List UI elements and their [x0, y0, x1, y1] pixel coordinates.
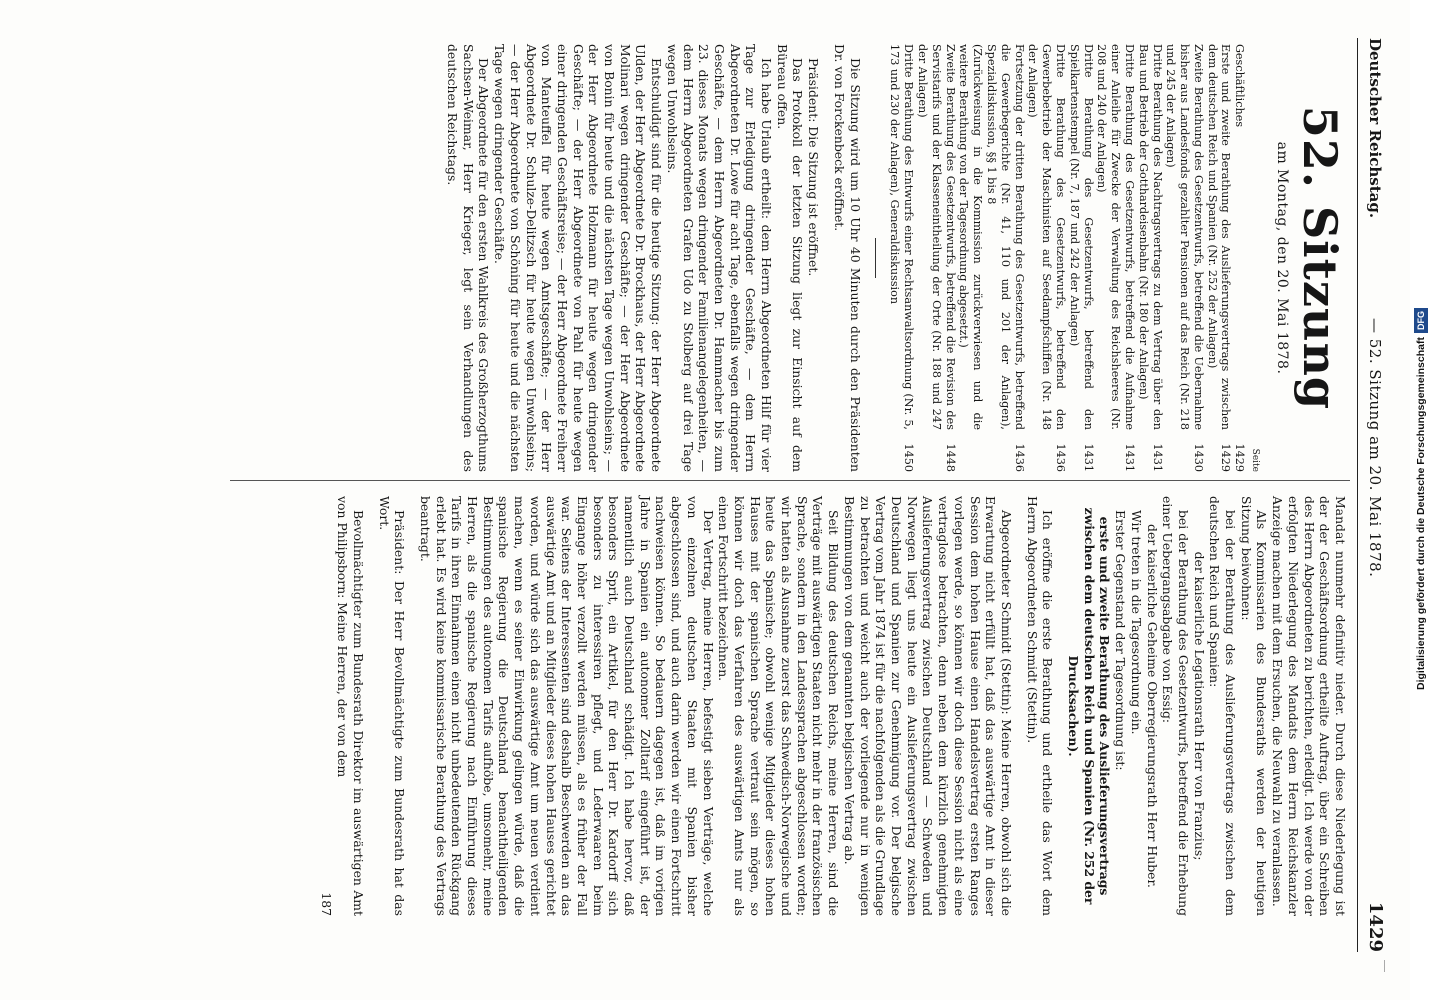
running-header [1356, 38, 1396, 952]
commissioners-item: bei der Berathung des Auslieferungsvertrags zwischen dem deutschen Reich und Spanien: [1207, 496, 1239, 916]
table-of-contents [888, 44, 1247, 472]
toc-row [888, 44, 916, 472]
toc-page [957, 430, 985, 472]
session-title: 52. Sitzung [1293, 105, 1347, 411]
toc-page: 1431 [1150, 443, 1164, 472]
digitization-strip [1410, 0, 1432, 1000]
session-date: am Montag, den 20. Mai 1878. [1274, 141, 1290, 375]
signature-mark: 187 [319, 892, 335, 916]
toc-row [1205, 44, 1233, 472]
toc-seite-label: Seite [1250, 448, 1260, 472]
toc-row [1026, 44, 1067, 472]
dfg-logo: DFG [1414, 308, 1428, 333]
toc-row [1136, 44, 1164, 472]
toc-row [915, 44, 956, 472]
president-statement: Präsident: Der Herr Bevollmächtigte zum Bundesrath hat das Wort. [376, 496, 408, 916]
toc-text: Dritte Berathung des Entwurfs einer Rechtsanwaltsordnung (Nr. 5, 173 und 230 der Anlagen), Generaldiskussion [888, 44, 916, 430]
commissioners-item: bei der Berathung des Gesetzentwurfs, betreffend die Erhebung einer Uebergangsabgabe von Essig: [1160, 496, 1191, 916]
excused-paragraph: Entschuldigt sind für die heutige Sitzung: der Herr Abgeordnete Ulden, der Herr Abgeordnete Dr. Brockhaus, der Herr Abgeordnete Molinari wegen dringender Geschäfte; — der Herr Abgeordnete von Bonin für heute und die nächsten Tage wegen Unwohlseins; — der Herr Abgeordnete Holzmann für heute wegen dringender Geschäfte; — der Herr Abgeordnete von Pahl für heute wegen einer dringenden Geschäftsreise; — der Herr Abgeordnete Freiherr von Manteuffel für heute wegen Amtsgeschäfte; — der Herr Abgeordnete Dr. Schulze-Delitzsch für heute wegen Unwohlseins; — der Herr Abgeordnete von Schöning für heute und die nächsten Tage wegen dringender Geschäfte. [492, 44, 665, 472]
header-left: Deutscher Reichstag. [1366, 38, 1384, 219]
toc-text: Zweite Berathung des Gesetzentwurfs, betreffend die Uebernahme bisher aus Landesfonds gezahlter Pensionen auf das Reich (Nr. 218 und 245 der Anlagen) [1164, 44, 1205, 430]
toc-page: 1436 [1012, 443, 1026, 472]
digitization-text: Digitalisierung gefördert durch die Deutsche Forschungsgemeinschaft [1415, 337, 1427, 690]
speech-schmidt-cont: Der Vertrag, meine Herren, befestigt sieben Verträge, welche von einzelnen deutschen Staaten mit Spanien bisher abgeschlossen sind, und auch darin werden wir einen Fortschritt nachweisen können. So bedauern dagegen ist, daß im vorigen Jahre in Spanien ein autonomer Zolltarif eingeführt ist, der namentlich auch Deutschland schädigt. Ich habe hervor, daß besonders Sprit, ein Artikel, für den Herr Dr. Kardorff sich besonders zu interessiren pflegt, und Lederwaaren beim Eingange höher verzollt werden müssen, als es früher der Fall war. Seitens der Interessenten sind deshalb Beschwerden an das auswärtige Amt und an Mitglieder dieses hohen Hauses gerichtet worden, und würde sich das auswärtige Amt um neuen verdient machen, wenn es seiner Einwirkung gelingen würde, daß die spanische Regierung die Deutschland benachtheiligenden Bestimmungen des autonomen Tarifs aufhöbe, umsomehr, meine Herren, als die spanische Regierung nach Einführung dieses Tarifs in ihren Einnahmen einen nicht unbedeutenden Rückgang erlebt hat. Es wird keine kommissarische Berathung des Vertrags beantragt. [417, 496, 716, 916]
agenda-first-item: Erster Gegenstand der Tagesordnung ist: [1113, 510, 1129, 771]
page-number: 1429 [1365, 901, 1386, 952]
scan-mark [1384, 960, 1391, 972]
agenda-item-title: erste und zweite Berathung des Auslieferungsvertrags zwischen dem deutschen Reich und Spanien (Nr. 252 der Drucksachen). [1066, 507, 1113, 905]
toc-page: 1430 [1191, 443, 1205, 472]
speech-schmidt-cont: Seit Bildung des deutschen Reichs, meine Herren, sind die Verträge mit auswärtigen Staaten nicht mehr in der französischen Sprache, sondern in den Landessprachen abgeschlossen worden; wir hatten als Ausnahme zuerst das Schwedisch-Norwegische und heute das Spanische; obwohl wenige Mitglieder dieses hohen Hauses mit der spanischen Sprache vertraut sein mögen, so können wir doch das Verfahren des auswärtigen Amts nur als einen Fortschritt bezeichnen. [716, 496, 842, 916]
toc-text: Dritte Berathung des Gesetzentwurfs, betreffend die Aufnahme einer Anleihe für Zwecke der Verwaltung des Reichsheeres (Nr. 208 und 240 der Anlagen) [1095, 44, 1136, 430]
toc-page: 1436 [1053, 443, 1067, 472]
toc-row [1233, 44, 1247, 472]
mandate-continuation: Mandat nunmehr definitiv nieder. Durch diese Niederlegung ist der der Geschäftsordnung ertheilte Auftrag, über ein Schreiben des Herrn Abgeordneten zu berichten, erledigt. Ich werde von der erfolgten Niederlegung des Mandats dem Herrn Reichskanzler Anzeige machen mit dem Ersuchen, die Neuwahl zu veranlassen. [1270, 496, 1348, 916]
toc-row [1095, 44, 1136, 472]
session-title-block [1272, 44, 1348, 472]
section-divider [875, 238, 876, 278]
toc-page: 1429 [1219, 443, 1233, 472]
speech-philipsborn: Bevollmächtigter zum Bundesrath Direktor im auswärtigen Amt von Philipsborn: Meine Herren, der von dem [335, 496, 366, 916]
protocol-paragraph: Das Protokoll der letzten Sitzung liegt zur Einsicht auf dem Büreau offen. [774, 44, 806, 472]
header-center: — 52. Sitzung am 20. Mai 1878. [1366, 318, 1384, 578]
commissioners-intro: Als Kommissarien des Bundesraths werden der heutigen Sitzung beiwohnen: [1238, 496, 1270, 916]
toc-text: Fortsetzung der dritten Berathung des Gesetzentwurfs, betreffend die Gewerbegerichte (Nr. 41, 110 und 201 der Anlagen), Spezialdiskussion, §§ 1 bis 8 [984, 44, 1026, 430]
commissioner-name: der kaiserliche Geheime Oberregierungsrath Herr Huber. [1144, 524, 1160, 888]
toc-text: Erste und zweite Berathung des Auslieferungsvertrags zwischen dem deutschen Reich und Spanien (Nr. 252 der Anlagen) [1205, 44, 1233, 430]
toc-row [957, 44, 985, 472]
mandate-paragraph: Der Abgeordnete für den ersten Wahlkreis des Großherzogthums Sachsen-Weimar, Herr Krieger, legt sein Verhandlungen des deutschen Reichstags. [445, 44, 492, 472]
toc-row [1067, 44, 1095, 472]
right-column [319, 496, 1348, 916]
opening-paragraph: Die Sitzung wird um 10 Uhr 40 Minuten durch den Präsidenten Dr. von Forckenbeck eröffnet. [831, 44, 863, 472]
debate-opening: Ich eröffne die erste Berathung und ertheile das Wort dem Herrn Abgeordneten Schmidt (Stettin). [1024, 496, 1056, 916]
toc-text: Dritte Berathung des Nachtragsvertrags zu dem Vertrag über den Bau und Betrieb der Gotthardeisenbahn (Nr. 180 der Anlagen) [1136, 44, 1164, 430]
header-rule [1357, 38, 1358, 952]
toc-text: (Zurückweisung in die Kommission zurückverwiesen und die weitere Berathung von der Tagesordnung abgesetzt.) [957, 44, 985, 430]
leave-paragraph: Ich habe Urlaub ertheilt: dem Herrn Abgeordneten Hilf für vier Tage zur Erledigung dringender Geschäfte, — dem Herrn Abgeordneten Dr. Lowe für acht Tage, ebenfalls wegen dringender Geschäfte, — dem Herrn Abgeordneten Dr. Hammacher bis zum 23. dieses Monats wegen dringender Familienangelegenheiten, — dem Herrn Abgeordneten Grafen Udo zu Stolberg auf drei Tage wegen Unwohlseins. [664, 44, 775, 472]
digitization-note [1414, 0, 1432, 690]
speech-schmidt: Abgeordneter Schmidt (Stettin): Meine Herren, obwohl sich die Erwartung nicht erfüllt hat, daß das auswärtige Amt in dieser Session dem hohen Hause einen Handelsvertrag ersten Ranges vorlegen werde, so können wir doch diese Session nicht als eine vertraglose betrachten, denn neben dem kürzlich genehmigten Auslieferungsvertrag zwischen Deutschland — Schweden und Norwegen liegt uns heute ein Auslieferungsvertrag zwischen Deutschland und Spanien zur Genehmigung vor. Der belgische Vertrag vom Jahr 1874 ist für die nachfolgenden als die Grundlage zu betrachten und weicht auch der vorliegende nur in wenigen Bestimmungen von dem genannten belgischen Vertrag ab. [841, 496, 1014, 916]
toc-row [984, 44, 1025, 472]
column-divider [230, 480, 1350, 481]
toc-page: 1431 [1122, 443, 1136, 472]
toc-page: 1429 [1233, 443, 1247, 472]
agenda-entry: Wir treten in die Tagesordnung ein. [1128, 510, 1144, 735]
toc-page: 1450 [902, 443, 916, 472]
left-column [444, 44, 1348, 472]
toc-row [1164, 44, 1205, 472]
president-statement: Präsident: Die Sitzung ist eröffnet. [806, 58, 822, 277]
toc-text: Zweite Berathung des Gesetzentwurfs, betreffend die Revision des Servistarifs und der Klasseneintheilung der Orte (Nr. 188 und 247 der Anlagen) [915, 44, 957, 430]
commissioner-name: der kaiserliche Legationsrath Herr von Franzius; [1191, 551, 1207, 861]
toc-page: 1431 [1081, 443, 1095, 472]
toc-text: Dritte Berathung des Gesetzentwurfs, betreffend den Gewerbebetrieb der Maschinisten auf Seedampfschiffen (Nr. 148 der Anlagen) [1026, 44, 1067, 430]
toc-text: Dritte Berathung des Gesetzentwurfs, betreffend den Spielkartenstempel (Nr. 7, 187 und 242 der Anlagen) [1067, 44, 1095, 430]
toc-page: 1448 [943, 443, 957, 472]
toc-text: Geschäftliches [1233, 44, 1247, 128]
